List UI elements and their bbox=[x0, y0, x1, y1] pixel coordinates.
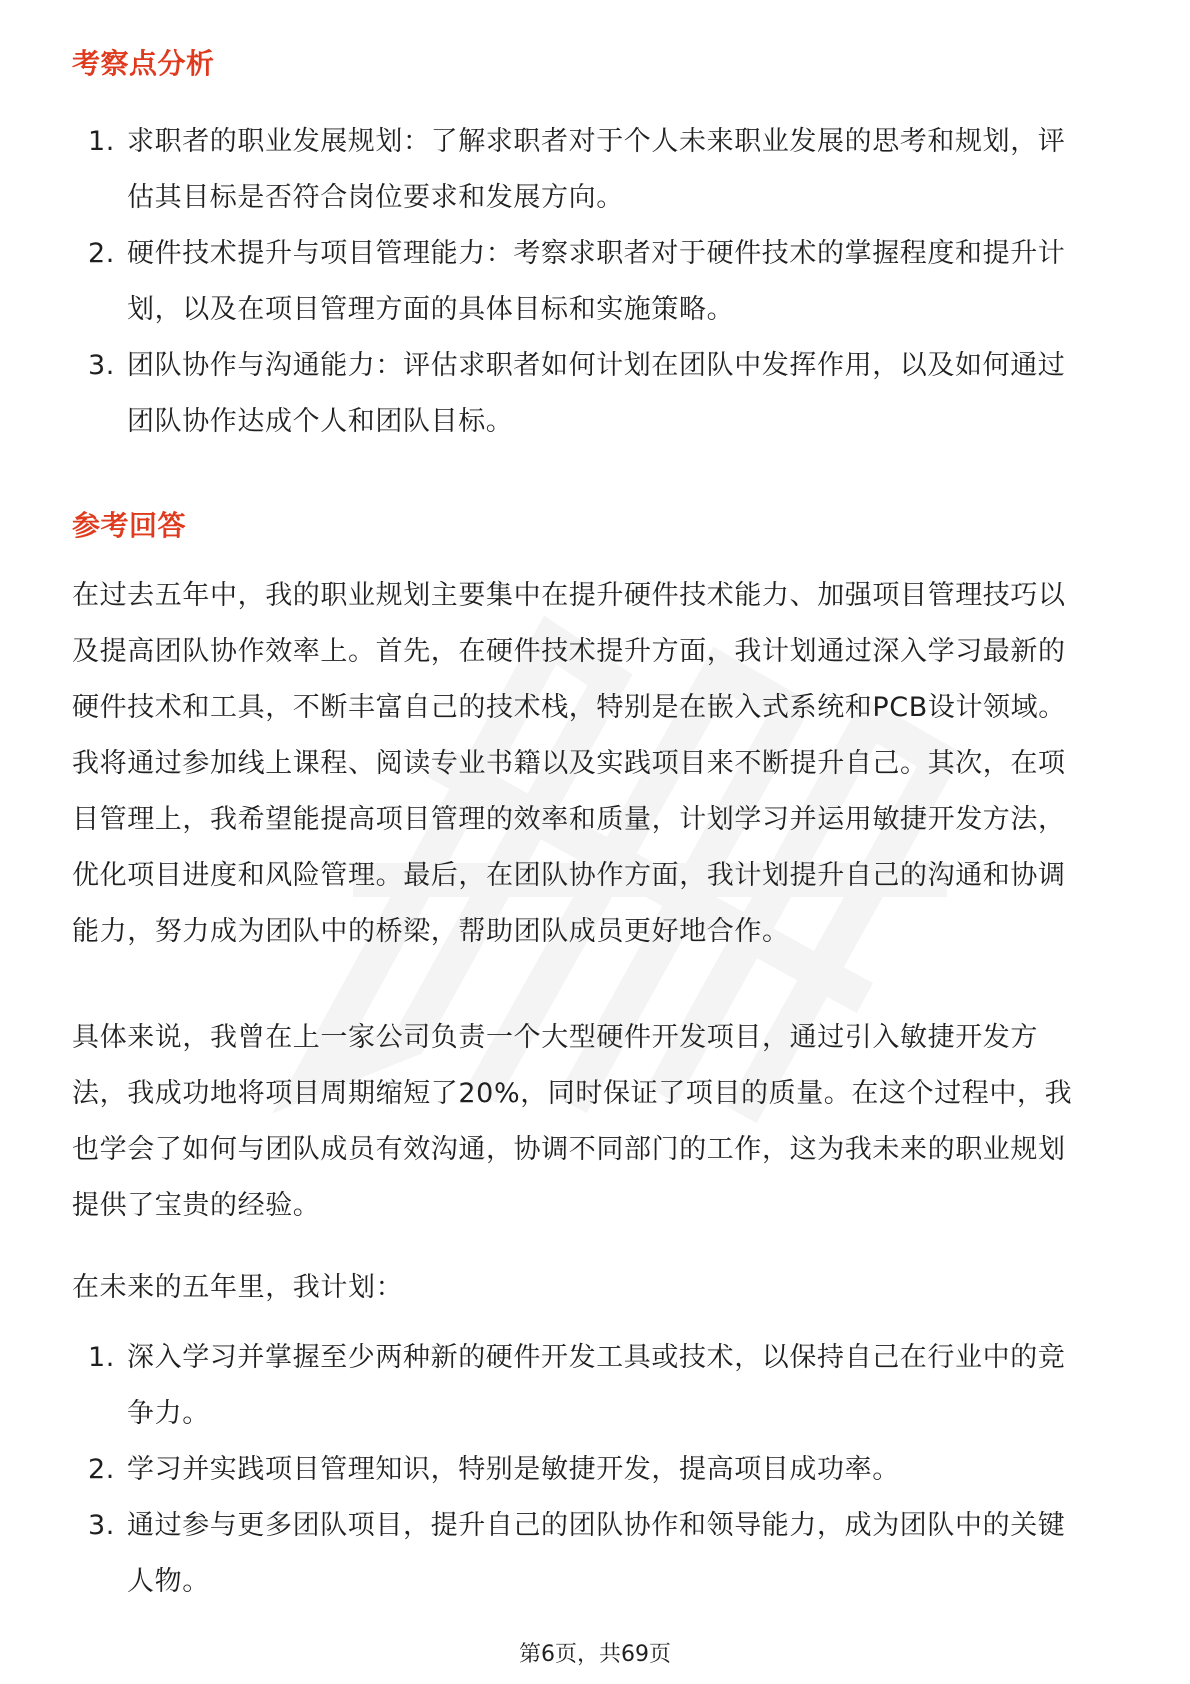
list-item-line: 人物。 bbox=[127, 1566, 210, 1597]
paragraph-line: 及提高团队协作效率上。首先，在硬件技术提升方面，我计划通过深入学习最新的 bbox=[72, 636, 1066, 667]
list-item-line: 争力。 bbox=[127, 1398, 210, 1429]
list-item-line: 深入学习并掌握至少两种新的硬件开发工具或技术，以保持自己在行业中的竞 bbox=[127, 1342, 1066, 1373]
page-number: 第6页，共69页 bbox=[519, 1642, 671, 1667]
paragraph-line: 能力，努力成为团队中的桥梁，帮助团队成员更好地合作。 bbox=[72, 916, 790, 947]
paragraph-line: 优化项目进度和风险管理。最后，在团队协作方面，我计划提升自己的沟通和协调 bbox=[72, 860, 1066, 891]
paragraph-line: 也学会了如何与团队成员有效沟通，协调不同部门的工作，这为我未来的职业规划 bbox=[72, 1134, 1066, 1165]
paragraph-line: 目管理上，我希望能提高项目管理的效率和质量，计划学习并运用敏捷开发方法， bbox=[72, 804, 1066, 835]
analysis-list bbox=[72, 114, 1065, 450]
list-item-number: 2. bbox=[88, 1454, 115, 1485]
list-item-number: 3. bbox=[88, 1510, 115, 1541]
list-item-number: 2. bbox=[88, 238, 115, 269]
paragraph-line: 硬件技术和工具，不断丰富自己的技术栈，特别是在嵌入式系统和PCB设计领域。 bbox=[72, 692, 1066, 723]
answer-paragraph-plan-intro bbox=[72, 1260, 403, 1316]
answer-paragraph-example bbox=[72, 1010, 1072, 1234]
section-title-analysis: 考察点分析 bbox=[72, 47, 215, 80]
list-item-line: 求职者的职业发展规划：了解求职者对于个人未来职业发展的思考和规划，评 bbox=[127, 126, 1066, 157]
paragraph-line: 我将通过参加线上课程、阅读专业书籍以及实践项目来不断提升自己。其次，在项 bbox=[72, 748, 1066, 779]
list-item-line: 通过参与更多团队项目，提升自己的团队协作和领导能力，成为团队中的关键 bbox=[127, 1510, 1066, 1541]
list-item bbox=[72, 226, 1065, 338]
section-title-reference-answer: 参考回答 bbox=[72, 509, 187, 542]
paragraph-line: 在过去五年中，我的职业规划主要集中在提升硬件技术能力、加强项目管理技巧以 bbox=[72, 580, 1066, 611]
list-item bbox=[72, 114, 1065, 226]
list-item bbox=[72, 1330, 1065, 1442]
list-item-line: 团队协作达成个人和团队目标。 bbox=[127, 406, 514, 437]
list-item-line: 学习并实践项目管理知识，特别是敏捷开发，提高项目成功率。 bbox=[127, 1454, 900, 1485]
list-item-number: 1. bbox=[88, 126, 115, 157]
list-item bbox=[72, 338, 1065, 450]
paragraph-line: 法，我成功地将项目周期缩短了20%，同时保证了项目的质量。在这个过程中，我 bbox=[72, 1078, 1073, 1109]
list-item-number: 1. bbox=[88, 1342, 115, 1373]
list-item-line: 划，以及在项目管理方面的具体目标和实施策略。 bbox=[127, 294, 735, 325]
paragraph-line: 具体来说，我曾在上一家公司负责一个大型硬件开发项目，通过引入敏捷开发方 bbox=[72, 1022, 1038, 1053]
list-item-number: 3. bbox=[88, 350, 115, 381]
list-item bbox=[72, 1498, 1065, 1610]
paragraph-line: 在未来的五年里，我计划： bbox=[72, 1272, 404, 1303]
list-item-line: 团队协作与沟通能力：评估求职者如何计划在团队中发挥作用，以及如何通过 bbox=[127, 350, 1066, 381]
list-item bbox=[72, 1442, 1065, 1498]
paragraph-line: 提供了宝贵的经验。 bbox=[72, 1190, 321, 1221]
list-item-line: 估其目标是否符合岗位要求和发展方向。 bbox=[127, 182, 624, 213]
answer-paragraph-intro bbox=[72, 568, 1066, 960]
list-item-line: 硬件技术提升与项目管理能力：考察求职者对于硬件技术的掌握程度和提升计 bbox=[127, 238, 1066, 269]
plan-list bbox=[72, 1330, 1065, 1610]
